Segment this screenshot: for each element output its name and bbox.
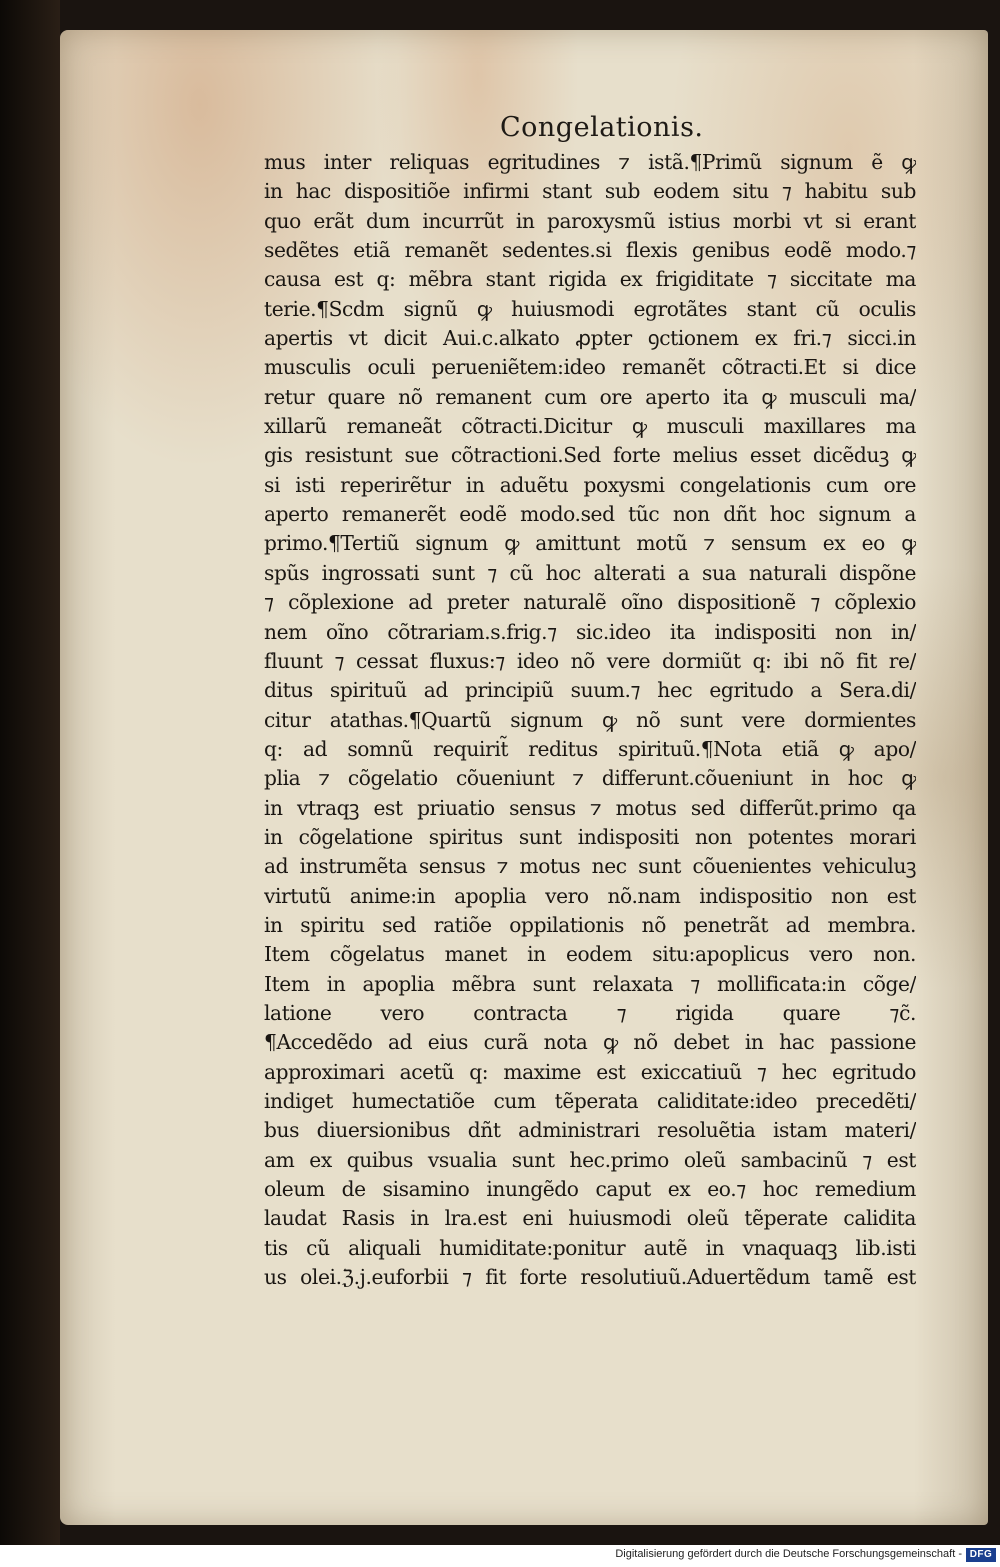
footer-bar bbox=[0, 1545, 1000, 1567]
text-line: in spiritu sed ratiõe oppilationis nõ penetrãt ad membra. bbox=[264, 912, 916, 937]
text-line: citur atathas.¶Quartũ signum ꝙ nõ sunt vere dormientes bbox=[264, 707, 916, 732]
text-line: aperto remanerẽt eodẽ modo.sed tũc non dñt hoc signum a bbox=[264, 502, 916, 527]
text-line: in cõgelatione spiritus sunt indispositi non potentes morari bbox=[264, 824, 916, 849]
text-line: nem oĩno cõtrariam.s.frig.⁊ sic.ideo ita indispositi non in/ bbox=[264, 619, 916, 644]
funding-credit: Digitalisierung gefördert durch die Deutsche Forschungsgemeinschaft - bbox=[615, 1548, 962, 1560]
text-line: sedẽtes etiã remanẽt sedentes.si flexis genibus eodẽ modo.⁊ bbox=[264, 238, 916, 263]
text-line: terie.¶Scdm signũ ꝙ huiusmodi egrotãtes stant cũ oculis bbox=[264, 296, 916, 321]
text-line: ad instrumẽta sensus ⁊ motus nec sunt cõuenientes vehiculuꝫ bbox=[264, 854, 916, 879]
text-line: spũs ingrossati sunt ⁊ cũ hoc alterati a sua naturali dispõne bbox=[264, 560, 916, 585]
text-line: si isti reperirẽtur in aduẽtu poxysmi congelationis cum ore bbox=[264, 472, 916, 497]
binding-shadow bbox=[0, 0, 60, 1545]
text-line: fluunt ⁊ cessat fluxus:⁊ ideo nõ vere dormiũt q: ibi nõ fit re/ bbox=[264, 648, 916, 673]
text-line: causa est q: mẽbra stant rigida ex frigiditate ⁊ siccitate ma bbox=[264, 267, 916, 292]
text-line: oleum de sisamino inungẽdo caput ex eo.⁊ hoc remedium bbox=[264, 1177, 916, 1202]
text-line: in vtraqꝫ est priuatio sensus ⁊ motus sed differũt.primo qa bbox=[264, 795, 916, 820]
text-line: Item cõgelatus manet in eodem situ:apoplicus vero non. bbox=[264, 942, 916, 967]
text-line: xillarũ remaneãt cõtracti.Dicitur ꝙ musculi maxillares ma bbox=[264, 414, 916, 439]
text-line: virtutũ anime:in apoplia vero nõ.nam indispositio non est bbox=[264, 883, 916, 908]
text-line: quo erãt dum incurrũt in paroxysmũ istius morbi vt si erant bbox=[264, 208, 916, 233]
text-line: am ex quibus vsualia sunt hec.primo oleũ sambacinũ ⁊ est bbox=[264, 1147, 916, 1172]
text-line: Item in apoplia mẽbra sunt relaxata ⁊ mollificata:in cõge/ bbox=[264, 971, 916, 996]
text-column bbox=[264, 148, 916, 1292]
text-line: musculis oculi perueniẽtem:ideo remanẽt cõtracti.Et si dice bbox=[264, 355, 916, 380]
text-line: gis resistunt sue cõtractioni.Sed forte melius esset dicẽduꝫ ꝙ bbox=[264, 443, 916, 468]
text-line: laudat Rasis in lra.est eni huiusmodi oleũ tẽperate calidita bbox=[264, 1206, 916, 1231]
text-line: retur quare nõ remanent cum ore aperto ita ꝙ musculi ma/ bbox=[264, 384, 916, 409]
text-line: primo.¶Tertiũ signum ꝙ amittunt motũ ⁊ sensum ex eo ꝙ bbox=[264, 531, 916, 556]
text-line: indiget humectatiõe cum tẽperata caliditate:ideo precedẽti/ bbox=[264, 1089, 916, 1113]
text-line: bus diuersionibus dñt administrari resoluẽtia istam materi/ bbox=[264, 1118, 916, 1143]
text-line: us olei.ℨ.j.euforbii ⁊ fit forte resolutiuũ.Aduertẽdum tamẽ est bbox=[264, 1265, 916, 1290]
text-line: plia ⁊ cõgelatio cõueniunt ⁊ differunt.cõueniunt in hoc ꝙ bbox=[264, 766, 916, 791]
running-head: Congelationis. bbox=[500, 112, 704, 143]
text-line: q: ad somnũ requirit̃ reditus spirituũ.¶Nota etiã ꝙ apo/ bbox=[264, 736, 916, 761]
text-line: tis cũ aliquali humiditate:ponitur autẽ in vnaquaqꝫ lib.isti bbox=[264, 1235, 916, 1260]
text-line: ⁊ cõplexione ad preter naturalẽ oĩno dispositionẽ ⁊ cõplexio bbox=[264, 590, 916, 615]
text-line: ¶Accedẽdo ad eius curã nota ꝙ nõ debet in hac passione bbox=[264, 1030, 916, 1055]
text-line: ditus spirituũ ad principiũ suum.⁊ hec egritudo a Sera.di/ bbox=[264, 678, 916, 703]
text-line: latione vero contracta ⁊ rigida quare ⁊c̃. bbox=[264, 1000, 916, 1025]
text-line: in hac dispositiõe infirmi stant sub eodem situ ⁊ habitu sub bbox=[264, 179, 916, 204]
text-line: mus inter reliquas egritudines ⁊ istã.¶Primũ signum ẽ ꝙ bbox=[264, 150, 916, 174]
dfg-logo: DFG bbox=[966, 1548, 996, 1562]
text-line: approximari acetũ q: maxime est exiccatiuũ ⁊ hec egritudo bbox=[264, 1059, 916, 1084]
text-line: apertis vt dicit Aui.c.alkato ꝓpter ꝯctionem ex fri.⁊ sicci.in bbox=[264, 326, 916, 351]
